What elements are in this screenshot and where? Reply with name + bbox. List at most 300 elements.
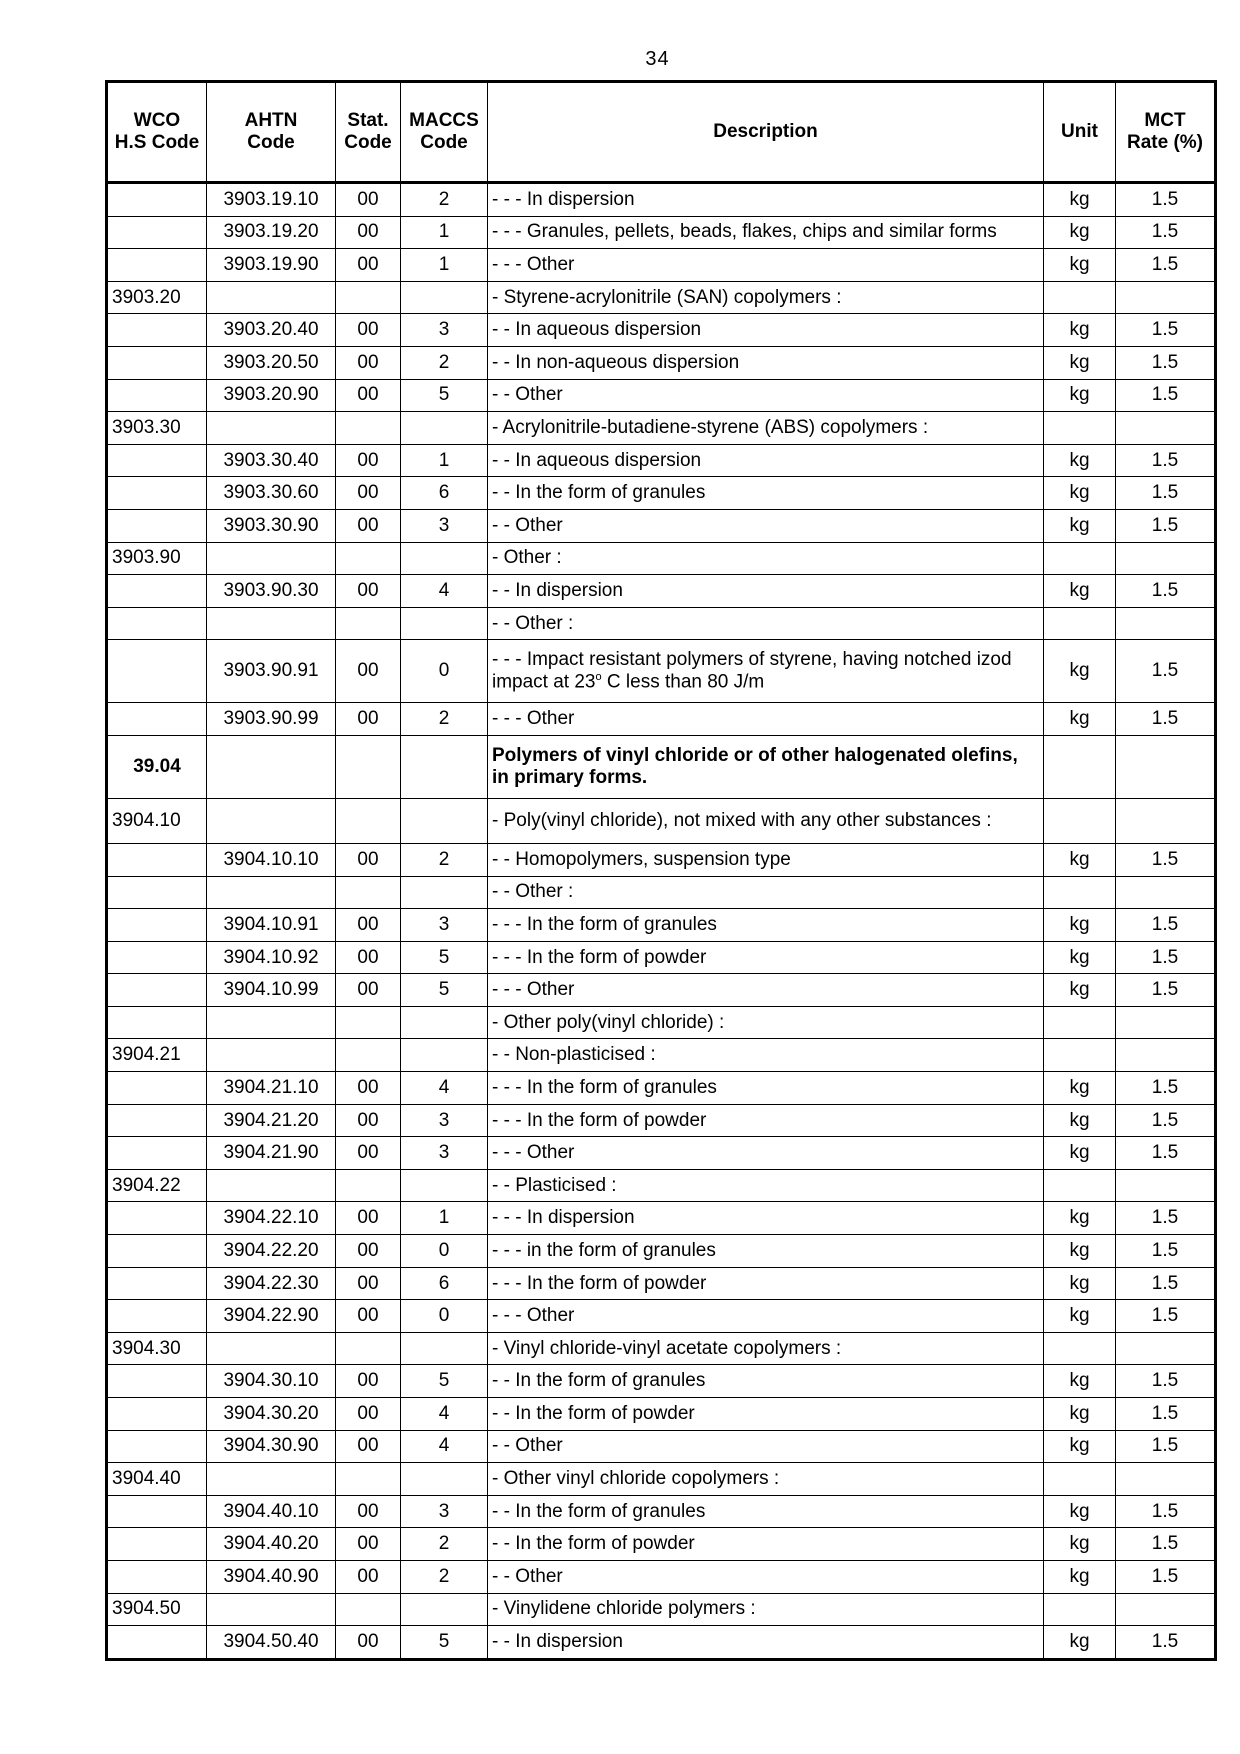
cell-wco (107, 1104, 207, 1137)
cell-unit: kg (1044, 1235, 1116, 1268)
cell-wco (107, 509, 207, 542)
cell-ahtn: 3903.90.30 (207, 575, 336, 608)
cell-ahtn: 3904.40.10 (207, 1495, 336, 1528)
cell-rate: 1.5 (1116, 1104, 1216, 1137)
cell-maccs: 0 (401, 1235, 488, 1268)
cell-ahtn: 3903.19.20 (207, 216, 336, 249)
table-row (107, 1626, 1216, 1660)
cell-maccs: 2 (401, 843, 488, 876)
cell-wco: 3904.22 (107, 1169, 207, 1202)
cell-ahtn (207, 1332, 336, 1365)
cell-unit: kg (1044, 216, 1116, 249)
cell-wco (107, 1235, 207, 1268)
table-row (107, 1430, 1216, 1463)
cell-wco (107, 575, 207, 608)
cell-stat: 00 (336, 941, 401, 974)
cell-unit: kg (1044, 1104, 1116, 1137)
cell-stat: 00 (336, 379, 401, 412)
cell-maccs: 4 (401, 1430, 488, 1463)
cell-rate: 1.5 (1116, 1365, 1216, 1398)
cell-desc: - - Plasticised : (488, 1169, 1044, 1202)
cell-rate: 1.5 (1116, 640, 1216, 703)
cell-rate: 1.5 (1116, 1137, 1216, 1170)
cell-rate: 1.5 (1116, 444, 1216, 477)
cell-ahtn (207, 1039, 336, 1072)
cell-maccs (401, 876, 488, 909)
cell-unit: kg (1044, 509, 1116, 542)
cell-ahtn (207, 1593, 336, 1626)
cell-ahtn: 3904.50.40 (207, 1626, 336, 1660)
cell-unit: kg (1044, 249, 1116, 282)
cell-unit: kg (1044, 1267, 1116, 1300)
cell-maccs: 3 (401, 1495, 488, 1528)
table-row (107, 876, 1216, 909)
cell-wco (107, 1495, 207, 1528)
cell-rate: 1.5 (1116, 1300, 1216, 1333)
cell-stat: 00 (336, 1202, 401, 1235)
header-unit: Unit (1044, 82, 1116, 183)
cell-stat: 00 (336, 1626, 401, 1660)
cell-rate (1116, 542, 1216, 575)
cell-rate (1116, 1463, 1216, 1496)
table-row (107, 909, 1216, 942)
cell-rate (1116, 1593, 1216, 1626)
cell-ahtn: 3904.22.90 (207, 1300, 336, 1333)
cell-maccs: 6 (401, 477, 488, 510)
cell-stat: 00 (336, 249, 401, 282)
table-row (107, 798, 1216, 843)
cell-wco (107, 1560, 207, 1593)
cell-rate: 1.5 (1116, 1626, 1216, 1660)
table-row (107, 974, 1216, 1007)
cell-rate: 1.5 (1116, 249, 1216, 282)
table-row (107, 1398, 1216, 1431)
cell-stat (336, 1593, 401, 1626)
cell-stat (336, 542, 401, 575)
cell-ahtn: 3904.30.10 (207, 1365, 336, 1398)
cell-stat (336, 798, 401, 843)
cell-unit (1044, 1169, 1116, 1202)
table-row (107, 1235, 1216, 1268)
cell-ahtn (207, 1006, 336, 1039)
cell-desc: - Vinyl chloride-vinyl acetate copolymers : (488, 1332, 1044, 1365)
cell-wco: 3903.90 (107, 542, 207, 575)
cell-maccs: 5 (401, 941, 488, 974)
cell-wco (107, 1365, 207, 1398)
cell-wco (107, 909, 207, 942)
header-stat: Stat. Code (336, 82, 401, 183)
cell-stat: 00 (336, 477, 401, 510)
cell-unit (1044, 1332, 1116, 1365)
cell-maccs: 1 (401, 216, 488, 249)
cell-stat: 00 (336, 843, 401, 876)
cell-unit: kg (1044, 843, 1116, 876)
table-row (107, 1137, 1216, 1170)
cell-wco: 3904.21 (107, 1039, 207, 1072)
cell-rate: 1.5 (1116, 1560, 1216, 1593)
cell-stat: 00 (336, 1495, 401, 1528)
table-row (107, 941, 1216, 974)
cell-desc: - - Other (488, 1560, 1044, 1593)
cell-unit (1044, 281, 1116, 314)
cell-wco (107, 843, 207, 876)
cell-desc: - - - In dispersion (488, 183, 1044, 217)
cell-stat (336, 1169, 401, 1202)
table-row (107, 542, 1216, 575)
cell-maccs: 4 (401, 1398, 488, 1431)
cell-unit: kg (1044, 1560, 1116, 1593)
cell-desc: - - - In the form of granules (488, 909, 1044, 942)
cell-stat: 00 (336, 640, 401, 703)
cell-desc: - Other poly(vinyl chloride) : (488, 1006, 1044, 1039)
cell-stat: 00 (336, 909, 401, 942)
cell-unit (1044, 542, 1116, 575)
cell-rate (1116, 735, 1216, 798)
table-row (107, 1365, 1216, 1398)
cell-rate: 1.5 (1116, 1202, 1216, 1235)
cell-desc: - - In aqueous dispersion (488, 444, 1044, 477)
cell-rate: 1.5 (1116, 1430, 1216, 1463)
header-ahtn: AHTN Code (207, 82, 336, 183)
cell-stat: 00 (336, 974, 401, 1007)
cell-wco (107, 314, 207, 347)
cell-unit: kg (1044, 183, 1116, 217)
table-row (107, 843, 1216, 876)
cell-unit (1044, 1463, 1116, 1496)
table-row (107, 281, 1216, 314)
cell-desc: - - - Granules, pellets, beads, flakes, chips and similar forms (488, 216, 1044, 249)
cell-stat: 00 (336, 1430, 401, 1463)
cell-stat (336, 607, 401, 640)
cell-desc: - - In the form of powder (488, 1398, 1044, 1431)
cell-unit (1044, 876, 1116, 909)
cell-desc: - - In the form of granules (488, 1495, 1044, 1528)
cell-desc: - Poly(vinyl chloride), not mixed with any other substances : (488, 798, 1044, 843)
cell-rate: 1.5 (1116, 1398, 1216, 1431)
cell-desc: - - - Other (488, 1300, 1044, 1333)
cell-rate (1116, 607, 1216, 640)
cell-ahtn: 3903.90.99 (207, 703, 336, 736)
cell-unit (1044, 1593, 1116, 1626)
cell-wco (107, 1202, 207, 1235)
cell-stat: 00 (336, 1267, 401, 1300)
cell-wco (107, 1430, 207, 1463)
cell-desc: - - Other (488, 1430, 1044, 1463)
cell-wco (107, 1072, 207, 1105)
cell-maccs: 1 (401, 249, 488, 282)
cell-desc: - Other vinyl chloride copolymers : (488, 1463, 1044, 1496)
table-row (107, 735, 1216, 798)
cell-wco (107, 249, 207, 282)
cell-rate: 1.5 (1116, 1235, 1216, 1268)
cell-wco (107, 183, 207, 217)
cell-ahtn: 3903.19.10 (207, 183, 336, 217)
cell-stat: 00 (336, 703, 401, 736)
cell-unit: kg (1044, 1137, 1116, 1170)
table-row (107, 444, 1216, 477)
cell-stat (336, 876, 401, 909)
cell-unit: kg (1044, 1528, 1116, 1561)
table-body (107, 183, 1216, 1660)
cell-wco: 3903.30 (107, 412, 207, 445)
page-number: 34 (645, 48, 670, 70)
cell-stat (336, 735, 401, 798)
cell-rate: 1.5 (1116, 379, 1216, 412)
cell-stat: 00 (336, 1365, 401, 1398)
cell-stat: 00 (336, 1072, 401, 1105)
table-row (107, 346, 1216, 379)
cell-wco (107, 346, 207, 379)
cell-desc: - - - In the form of powder (488, 1267, 1044, 1300)
cell-unit: kg (1044, 640, 1116, 703)
cell-unit (1044, 1006, 1116, 1039)
cell-ahtn: 3903.19.90 (207, 249, 336, 282)
cell-desc: - Styrene-acrylonitrile (SAN) copolymers : (488, 281, 1044, 314)
table-row (107, 379, 1216, 412)
cell-unit: kg (1044, 1626, 1116, 1660)
tariff-table (105, 80, 1217, 1661)
table-row (107, 1528, 1216, 1561)
cell-rate (1116, 1169, 1216, 1202)
cell-rate (1116, 798, 1216, 843)
cell-rate (1116, 1039, 1216, 1072)
cell-rate: 1.5 (1116, 346, 1216, 379)
cell-desc: - - - Impact resistant polymers of styrene, having notched izod impact at 23$^o$ C less than 80 J/m (488, 640, 1044, 703)
header-maccs: MACCS Code (401, 82, 488, 183)
cell-stat: 00 (336, 1235, 401, 1268)
cell-desc: - - - in the form of granules (488, 1235, 1044, 1268)
cell-desc: - - Homopolymers, suspension type (488, 843, 1044, 876)
table-row (107, 1202, 1216, 1235)
cell-ahtn (207, 412, 336, 445)
cell-wco (107, 444, 207, 477)
cell-wco (107, 1006, 207, 1039)
cell-rate: 1.5 (1116, 575, 1216, 608)
header-wco: WCO H.S Code (107, 82, 207, 183)
cell-ahtn: 3904.10.10 (207, 843, 336, 876)
cell-ahtn: 3903.90.91 (207, 640, 336, 703)
cell-desc: - - Other (488, 379, 1044, 412)
cell-desc: - - In non-aqueous dispersion (488, 346, 1044, 379)
cell-stat: 00 (336, 1300, 401, 1333)
cell-stat: 00 (336, 575, 401, 608)
cell-rate: 1.5 (1116, 1267, 1216, 1300)
cell-ahtn (207, 876, 336, 909)
cell-rate: 1.5 (1116, 1495, 1216, 1528)
cell-maccs: 3 (401, 314, 488, 347)
table-row (107, 607, 1216, 640)
cell-wco (107, 607, 207, 640)
cell-maccs (401, 735, 488, 798)
cell-maccs: 5 (401, 1626, 488, 1660)
cell-stat (336, 1039, 401, 1072)
table-row (107, 1332, 1216, 1365)
table-row (107, 216, 1216, 249)
table-row (107, 183, 1216, 217)
cell-maccs (401, 281, 488, 314)
cell-stat: 00 (336, 216, 401, 249)
cell-maccs: 5 (401, 974, 488, 1007)
cell-ahtn (207, 607, 336, 640)
table-row (107, 1104, 1216, 1137)
cell-desc: - - Other : (488, 876, 1044, 909)
cell-wco (107, 1137, 207, 1170)
cell-desc: - - In dispersion (488, 1626, 1044, 1660)
cell-wco: 3904.50 (107, 1593, 207, 1626)
table-row (107, 249, 1216, 282)
cell-maccs (401, 542, 488, 575)
cell-maccs: 0 (401, 1300, 488, 1333)
cell-desc: - - - In dispersion (488, 1202, 1044, 1235)
cell-stat (336, 1006, 401, 1039)
cell-ahtn: 3904.22.10 (207, 1202, 336, 1235)
cell-unit (1044, 1039, 1116, 1072)
cell-ahtn: 3904.40.20 (207, 1528, 336, 1561)
cell-unit (1044, 735, 1116, 798)
cell-stat (336, 1463, 401, 1496)
cell-wco (107, 974, 207, 1007)
cell-ahtn: 3904.21.20 (207, 1104, 336, 1137)
cell-unit: kg (1044, 703, 1116, 736)
cell-unit: kg (1044, 1300, 1116, 1333)
cell-rate: 1.5 (1116, 1528, 1216, 1561)
cell-maccs: 3 (401, 1104, 488, 1137)
cell-maccs (401, 1463, 488, 1496)
table-header (107, 82, 1216, 183)
cell-stat (336, 412, 401, 445)
table-row (107, 1072, 1216, 1105)
cell-stat: 00 (336, 444, 401, 477)
cell-maccs: 5 (401, 1365, 488, 1398)
cell-stat: 00 (336, 346, 401, 379)
cell-ahtn (207, 1169, 336, 1202)
cell-maccs: 2 (401, 183, 488, 217)
cell-maccs (401, 1039, 488, 1072)
table-row (107, 1495, 1216, 1528)
cell-wco: 3903.20 (107, 281, 207, 314)
cell-maccs: 3 (401, 1137, 488, 1170)
header-rate: MCT Rate (%) (1116, 82, 1216, 183)
cell-ahtn (207, 1463, 336, 1496)
cell-rate: 1.5 (1116, 216, 1216, 249)
cell-ahtn: 3904.22.20 (207, 1235, 336, 1268)
cell-desc: - - In aqueous dispersion (488, 314, 1044, 347)
cell-stat (336, 281, 401, 314)
cell-maccs (401, 607, 488, 640)
cell-rate: 1.5 (1116, 477, 1216, 510)
cell-rate: 1.5 (1116, 909, 1216, 942)
cell-wco (107, 1398, 207, 1431)
cell-maccs (401, 1006, 488, 1039)
cell-maccs: 1 (401, 444, 488, 477)
cell-ahtn (207, 735, 336, 798)
cell-desc: - - - Other (488, 703, 1044, 736)
cell-desc: - - In the form of powder (488, 1528, 1044, 1561)
cell-unit: kg (1044, 575, 1116, 608)
cell-wco (107, 216, 207, 249)
cell-wco (107, 1300, 207, 1333)
cell-maccs: 2 (401, 1560, 488, 1593)
cell-stat: 00 (336, 1560, 401, 1593)
cell-stat: 00 (336, 1528, 401, 1561)
cell-unit: kg (1044, 1365, 1116, 1398)
cell-wco (107, 477, 207, 510)
cell-desc: - - In dispersion (488, 575, 1044, 608)
cell-rate (1116, 1332, 1216, 1365)
cell-maccs: 2 (401, 703, 488, 736)
table-row (107, 1593, 1216, 1626)
table-row (107, 1169, 1216, 1202)
cell-desc: - - - Other (488, 1137, 1044, 1170)
cell-maccs: 2 (401, 1528, 488, 1561)
table-row (107, 477, 1216, 510)
cell-wco (107, 379, 207, 412)
cell-unit: kg (1044, 314, 1116, 347)
cell-ahtn (207, 281, 336, 314)
cell-maccs (401, 1169, 488, 1202)
header-description: Description (488, 82, 1044, 183)
cell-rate: 1.5 (1116, 314, 1216, 347)
table-row (107, 1006, 1216, 1039)
cell-maccs: 4 (401, 1072, 488, 1105)
cell-stat: 00 (336, 509, 401, 542)
cell-ahtn: 3904.21.90 (207, 1137, 336, 1170)
cell-desc: - Other : (488, 542, 1044, 575)
cell-wco (107, 703, 207, 736)
cell-stat: 00 (336, 1137, 401, 1170)
cell-desc: - - - Other (488, 974, 1044, 1007)
cell-ahtn: 3903.20.50 (207, 346, 336, 379)
cell-wco (107, 1626, 207, 1660)
cell-unit: kg (1044, 444, 1116, 477)
cell-desc: - Acrylonitrile-butadiene-styrene (ABS) copolymers : (488, 412, 1044, 445)
table-row (107, 703, 1216, 736)
cell-stat: 00 (336, 1398, 401, 1431)
cell-ahtn: 3904.22.30 (207, 1267, 336, 1300)
cell-maccs (401, 1593, 488, 1626)
cell-wco (107, 1528, 207, 1561)
table-row (107, 314, 1216, 347)
cell-unit: kg (1044, 1430, 1116, 1463)
cell-unit (1044, 798, 1116, 843)
table-row (107, 1300, 1216, 1333)
cell-maccs: 0 (401, 640, 488, 703)
cell-rate: 1.5 (1116, 974, 1216, 1007)
cell-ahtn: 3903.30.60 (207, 477, 336, 510)
cell-wco (107, 1267, 207, 1300)
cell-ahtn: 3903.30.90 (207, 509, 336, 542)
table-row (107, 1267, 1216, 1300)
cell-maccs: 4 (401, 575, 488, 608)
cell-unit: kg (1044, 346, 1116, 379)
table-row (107, 412, 1216, 445)
cell-unit: kg (1044, 909, 1116, 942)
cell-desc: - - - In the form of powder (488, 1104, 1044, 1137)
cell-rate: 1.5 (1116, 1072, 1216, 1105)
cell-desc: - - In the form of granules (488, 1365, 1044, 1398)
cell-ahtn: 3904.21.10 (207, 1072, 336, 1105)
cell-rate (1116, 876, 1216, 909)
cell-wco: 3904.30 (107, 1332, 207, 1365)
cell-desc: - - - In the form of granules (488, 1072, 1044, 1105)
cell-desc: - Vinylidene chloride polymers : (488, 1593, 1044, 1626)
table-row (107, 1560, 1216, 1593)
cell-ahtn (207, 542, 336, 575)
cell-rate: 1.5 (1116, 703, 1216, 736)
cell-stat: 00 (336, 1104, 401, 1137)
cell-wco (107, 876, 207, 909)
cell-unit: kg (1044, 1495, 1116, 1528)
